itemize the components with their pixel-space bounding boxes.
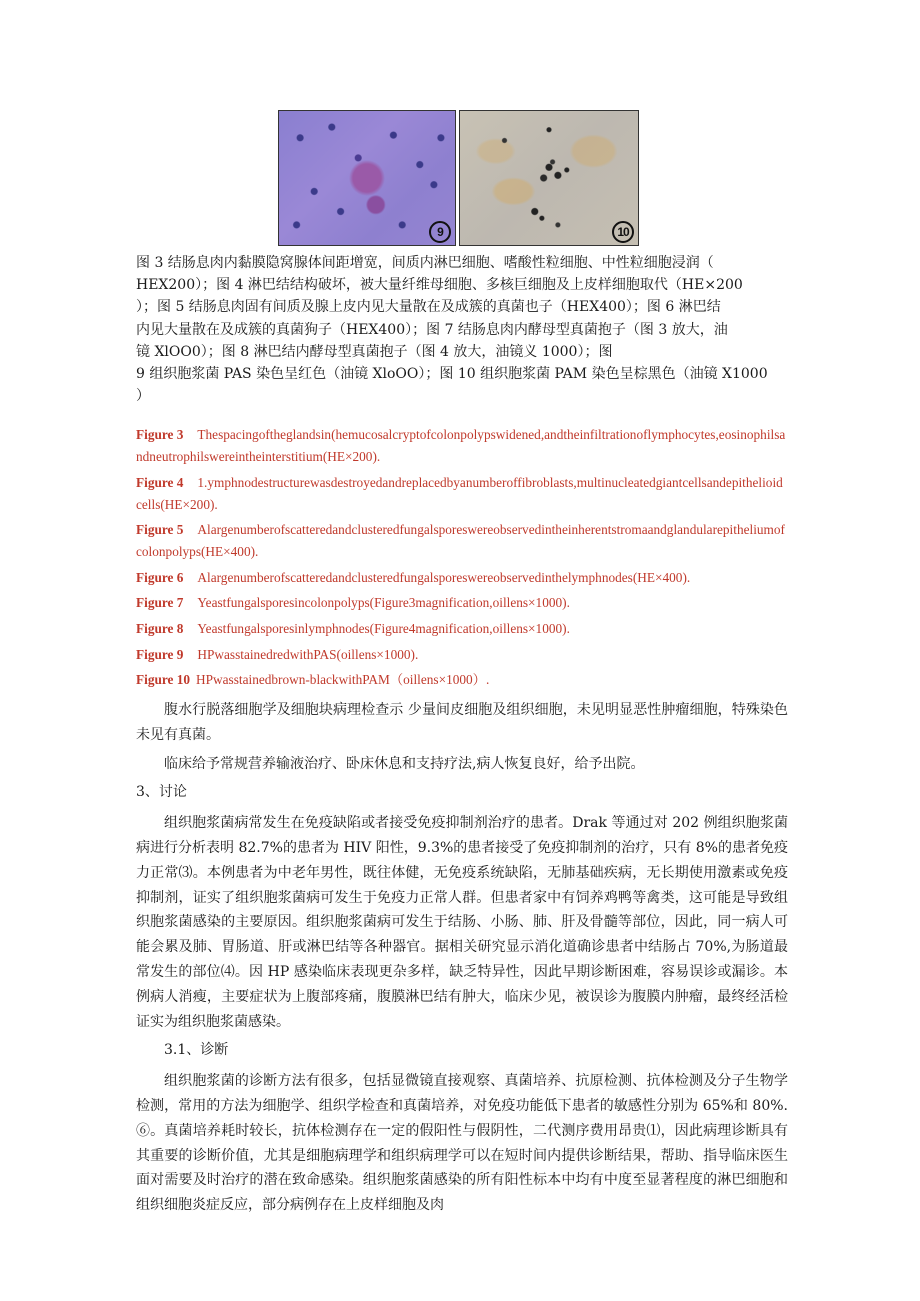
english-caption-figure-6 — [136, 567, 788, 589]
caption-text: HPwasstainedredwithPAS(oillens×1000). — [197, 646, 419, 662]
english-caption-figure-10 — [136, 669, 788, 691]
caption-text: Thespacingoftheglandsin(hemucosalcryptofcolonpolypswidened,andtheinfiltrationoflymphocytes,eosinophilsandneutrophilswereintheinterstitium(HE×200). — [136, 427, 786, 464]
figure-group — [278, 110, 642, 246]
english-caption-figure-4 — [136, 472, 788, 516]
caption-line: 图 3 结肠息肉内黏膜隐窝腺体间距增宽，间质内淋巴细胞、嗜酸性粒细胞、中性粒细胞浸润（ — [136, 255, 714, 271]
figure-tag: Figure 6 — [136, 569, 184, 585]
english-caption-figure-9 — [136, 644, 788, 666]
caption-line: HEX200）；图 4 淋巴结结构破坏，被大量纤维母细胞、多核巨细胞及上皮样细胞取代（HE×200 — [136, 277, 743, 294]
english-caption-figure-3 — [136, 424, 788, 468]
english-caption-figure-7 — [136, 592, 788, 614]
figure-9-number-badge: 9 — [429, 221, 451, 243]
article-body — [136, 698, 788, 1222]
subsection-heading-diagnosis: 3.1、诊断 — [164, 1042, 229, 1059]
caption-line: 镜 XlOO0）；图 8 淋巴结内酵母型真菌抱子（图 4 放大，油镜义 1000）；图 — [136, 343, 613, 360]
figure-10-number-badge: 10 — [612, 221, 634, 243]
figure-tag: Figure 8 — [136, 620, 184, 636]
paragraph-discussion: 组织胞浆菌病常发生在免疫缺陷或者接受免疫抑制剂治疗的患者。Drak 等通过对 202 例组织胞浆菌病进行分析表明 82.7%的患者为 HIV 阳性，9.3%的患者接受了免疫抑制剂的治疗，只有 8%的患者免疫力正常⑶。本例患者为中老年男性，既往体健，无免疫系统缺陷，无肺基础疾病，无长期使用激素或免疫抑制剂，证实了组织胞浆菌病可发生于免疫力正常人群。但患者家中有饲养鸡鸭等禽类，这可能是导致组织胞浆菌感染的主要原因。组织胞浆菌病可发生于结肠、小肠、肺、肝及骨髓等部位，因此，同一病人可能会累及肺、胃肠道、肝或淋巴结等各种器官。据相关研究显示消化道确诊患者中结肠占 70%,为肠道最常发生的部位⑷。因 HP 感染临床表现更杂多样，缺乏特异性，因此早期诊断困难，容易误诊或漏诊。本例病人消瘦，主要症状为上腹部疼痛，腹膜淋巴结有肿大，临床少见，被误诊为腹膜内肿瘤，最终经活检证实为组织胞浆菌感染。 — [136, 815, 788, 1030]
paragraph-diagnosis: 组织胞浆菌的诊断方法有很多，包括显微镜直接观察、真菌培养、抗原检测、抗体检测及分子生物学检测，常用的方法为细胞学、组织学检查和真菌培养，对免疫功能低下患者的敏感性分别为 65%和 80%. ⑥。真菌培养耗时较长，抗体检测存在一定的假阳性与假阴性，二代测序费用昂贵⑴，因此病理诊断具有其重要的诊断价值，尤其是细胞病理学和组织病理学可以在短时间内提供诊断结果，帮助、指导临床医生面对需要及时治疗的潜在致命感染。组织胞浆菌感染的所有阳性标本中均有中度至显著程度的淋巴细胞和组织细胞炎症反应，部分病例存在上皮样细胞及肉 — [136, 1073, 788, 1214]
figure-tag: Figure 9 — [136, 646, 184, 662]
english-caption-figure-8 — [136, 618, 788, 640]
figure-tag: Figure 3 — [136, 427, 184, 442]
caption-line: ） — [136, 388, 150, 405]
figure-10-micrograph — [459, 110, 639, 246]
caption-text: Yeastfungalsporesincolonpolyps(Figure3magnification,oillens×1000). — [197, 595, 570, 611]
caption-line: ）；图 5 结肠息肉固有间质及腺上皮内见大量散在及成簇的真菌也子（HEX400）；图 6 淋巴结 — [136, 299, 721, 316]
caption-text: 1.ymphnodestructurewasdestroyedandreplacedbyanumberoffibroblasts,multinucleatedgiantcellsandepithelioidcells(HE×200). — [136, 474, 783, 512]
caption-line: 9 组织胞浆菌 PAS 染色呈红色（油镜 XloOO）；图 10 组织胞浆菌 PAM 染色呈棕黑色（油镜 X1000 — [136, 366, 768, 383]
english-figure-captions — [136, 424, 788, 695]
paragraph-ascites-cytology: 腹水行脱落细胞学及细胞块病理检查示 少量间皮细胞及组织细胞，未见明显恶性肿瘤细胞，特殊染色未见有真菌。 — [136, 702, 788, 743]
english-caption-figure-5 — [136, 519, 788, 563]
figure-9-micrograph — [278, 110, 456, 246]
caption-text: HPwasstainedbrown-blackwithPAM（oillens×1000）. — [196, 672, 490, 688]
caption-text: Alargenumberofscatteredandclusteredfungalsporeswereobservedinthelymphnodes(HE×400). — [197, 569, 691, 585]
figure-tag: Figure 4 — [136, 474, 184, 490]
chinese-figure-caption — [136, 252, 788, 407]
figure-tag: Figure 5 — [136, 522, 184, 538]
caption-line: 内见大量散在及成簇的真菌狗子（HEX400）；图 7 结肠息肉内酵母型真菌抱子（图 3 放大，油 — [136, 321, 728, 338]
figure-tag: Figure 10 — [136, 672, 191, 688]
paragraph-treatment: 临床给予常规营养输液治疗、卧床休息和支持疗法,病人恢复良好，给予出院。 — [164, 755, 645, 772]
section-heading-discussion: 3、讨论 — [136, 784, 187, 801]
caption-text: Yeastfungalsporesinlymphnodes(Figure4magnification,oillens×1000). — [197, 620, 570, 636]
figure-tag: Figure 7 — [136, 595, 184, 611]
caption-text: Alargenumberofscatteredandclusteredfungalsporeswereobservedintheinherentstromaandglandularepitheliumofcolonpolyps(HE×400). — [136, 522, 785, 560]
